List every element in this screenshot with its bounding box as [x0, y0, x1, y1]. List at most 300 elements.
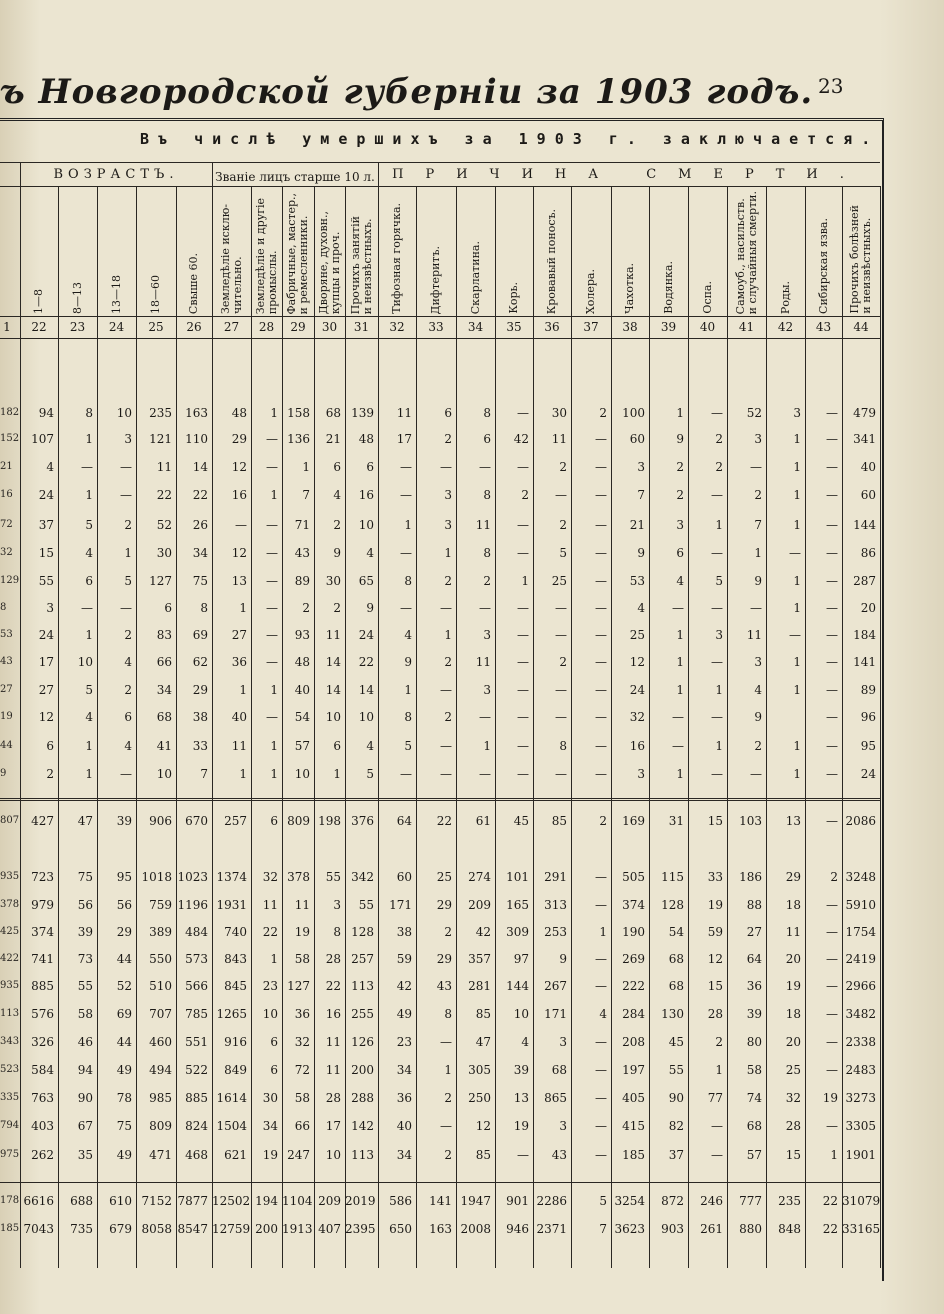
- table-cell: 1: [676, 683, 684, 697]
- table-cell: —: [555, 710, 567, 724]
- table-cell: —: [826, 1007, 838, 1021]
- table-cell: 40: [294, 683, 310, 697]
- table-cell: 55: [325, 870, 341, 884]
- table-cell: —: [400, 546, 412, 560]
- table-cell: 34: [192, 546, 208, 560]
- table-cell: 58: [746, 1063, 762, 1077]
- table-cell: —: [517, 1148, 529, 1162]
- table-cell: 2: [559, 655, 567, 669]
- table-cell: 1: [404, 518, 412, 532]
- row-edge-value: 935: [0, 980, 20, 991]
- table-cell: —: [266, 655, 278, 669]
- table-cell: 46: [77, 1035, 93, 1049]
- table-cell: 28: [707, 1007, 723, 1021]
- table-cell: —: [826, 739, 838, 753]
- table-cell: 24: [38, 628, 54, 642]
- table-cell: 5: [366, 767, 374, 781]
- table-cell: 1: [85, 739, 93, 753]
- table-cell: 39: [746, 1007, 762, 1021]
- table-cell: 19: [707, 898, 723, 912]
- table-cell: 946: [506, 1222, 529, 1236]
- table-cell: 8: [85, 406, 93, 420]
- table-cell: 250: [468, 1091, 491, 1105]
- table-cell: —: [595, 979, 607, 993]
- column-header-label: Тифозная горячка.: [390, 203, 403, 314]
- table-cell: 7152: [141, 1194, 172, 1208]
- table-rule: [0, 338, 880, 339]
- table-cell: 52: [116, 979, 132, 993]
- table-cell: 222: [622, 979, 645, 993]
- table-cell: 139: [351, 406, 374, 420]
- table-cell: —: [595, 460, 607, 474]
- table-cell: 88: [746, 898, 762, 912]
- table-cell: —: [400, 488, 412, 502]
- table-cell: 1: [302, 460, 310, 474]
- table-cell: —: [750, 460, 762, 474]
- table-cell: 75: [77, 870, 93, 884]
- table-cell: 357: [468, 952, 491, 966]
- table-cell: —: [555, 767, 567, 781]
- table-cell: 6: [333, 739, 341, 753]
- column-number: 29: [290, 320, 306, 334]
- column-header: [282, 186, 314, 314]
- table-cell: —: [266, 546, 278, 560]
- table-cell: —: [120, 488, 132, 502]
- column-number: 1: [3, 320, 11, 334]
- table-cell: 6: [46, 739, 54, 753]
- table-cell: 97: [513, 952, 529, 966]
- table-cell: —: [826, 406, 838, 420]
- table-cell: 1: [404, 683, 412, 697]
- table-cell: 1: [483, 739, 491, 753]
- table-cell: 12: [629, 655, 645, 669]
- table-cell: 85: [475, 1148, 491, 1162]
- column-header: [20, 186, 58, 314]
- table-cell: 85: [475, 1007, 491, 1021]
- column-rule: [314, 186, 315, 1268]
- table-cell: 2: [599, 406, 607, 420]
- table-cell: —: [517, 601, 529, 615]
- table-cell: 281: [468, 979, 491, 993]
- table-cell: 42: [513, 432, 529, 446]
- table-cell: 3: [793, 406, 801, 420]
- column-rule: [495, 186, 496, 1268]
- table-cell: 1931: [216, 898, 247, 912]
- table-cell: 25: [436, 870, 452, 884]
- table-cell: 2: [754, 488, 762, 502]
- table-cell: 14: [325, 655, 341, 669]
- table-cell: 885: [31, 979, 54, 993]
- table-cell: 253: [544, 925, 567, 939]
- row-edge-value: 807: [0, 815, 20, 826]
- table-cell: 58: [77, 1007, 93, 1021]
- table-cell: 8547: [177, 1222, 208, 1236]
- column-number: 40: [699, 320, 716, 334]
- table-cell: 49: [116, 1063, 132, 1077]
- table-cell: —: [826, 1063, 838, 1077]
- table-cell: 4: [124, 655, 132, 669]
- table-cell: 707: [149, 1007, 172, 1021]
- table-cell: 5: [85, 683, 93, 697]
- column-header-label: Свыше 60.: [187, 252, 200, 314]
- table-cell: —: [517, 406, 529, 420]
- table-cell: 24: [38, 488, 54, 502]
- table-cell: 13: [513, 1091, 529, 1105]
- column-number: 23: [69, 320, 86, 334]
- table-cell: 510: [149, 979, 172, 993]
- table-cell: 785: [185, 1007, 208, 1021]
- table-cell: 1: [85, 432, 93, 446]
- table-cell: 1504: [216, 1119, 247, 1133]
- table-cell: —: [517, 460, 529, 474]
- table-cell: —: [440, 767, 452, 781]
- table-cell: 113: [351, 979, 374, 993]
- row-edge-value: 21: [0, 461, 13, 472]
- table-cell: 23: [396, 1035, 412, 1049]
- table-cell: —: [479, 710, 491, 724]
- column-number: 28: [258, 320, 275, 334]
- table-cell: 809: [149, 1119, 172, 1133]
- table-cell: 1: [239, 601, 247, 615]
- table-cell: 1: [676, 406, 684, 420]
- table-cell: 22: [262, 925, 278, 939]
- table-cell: 274: [468, 870, 491, 884]
- table-cell: 3: [637, 460, 645, 474]
- column-rule: [880, 186, 881, 1268]
- table-cell: 17: [325, 1119, 341, 1133]
- table-cell: 53: [629, 574, 645, 588]
- table-cell: 25: [785, 1063, 801, 1077]
- table-cell: 49: [116, 1148, 132, 1162]
- row-edge-value: 182: [0, 407, 20, 418]
- page-number: 23: [818, 74, 844, 98]
- table-cell: 1: [676, 767, 684, 781]
- table-cell: 5: [599, 1194, 607, 1208]
- column-number: 32: [389, 320, 405, 334]
- table-cell: 2: [830, 870, 838, 884]
- table-cell: 7877: [177, 1194, 208, 1208]
- table-cell: 848: [778, 1222, 801, 1236]
- table-cell: 144: [853, 518, 876, 532]
- table-cell: 15: [785, 1148, 801, 1162]
- table-cell: —: [555, 683, 567, 697]
- row-edge-value: 422: [0, 953, 20, 964]
- table-cell: 610: [109, 1194, 132, 1208]
- table-cell: 1: [793, 488, 801, 502]
- table-cell: —: [826, 518, 838, 532]
- table-cell: 22: [192, 488, 208, 502]
- table-cell: 38: [396, 925, 412, 939]
- table-cell: 44: [116, 1035, 132, 1049]
- table-cell: 6: [366, 460, 374, 474]
- table-cell: —: [826, 1035, 838, 1049]
- table-cell: 10: [358, 710, 374, 724]
- table-cell: —: [826, 952, 838, 966]
- table-cell: 2: [444, 432, 452, 446]
- table-cell: —: [440, 1035, 452, 1049]
- table-cell: —: [440, 1119, 452, 1133]
- table-cell: 843: [224, 952, 247, 966]
- table-cell: 4: [46, 460, 54, 474]
- table-cell: 68: [668, 952, 684, 966]
- table-cell: 19: [822, 1091, 838, 1105]
- column-header-label: 13—18: [109, 275, 123, 314]
- table-cell: 6: [164, 601, 172, 615]
- table-cell: 66: [156, 655, 172, 669]
- table-cell: 107: [31, 432, 54, 446]
- table-cell: 1947: [460, 1194, 491, 1208]
- table-cell: 68: [668, 979, 684, 993]
- table-cell: 9: [637, 546, 645, 560]
- table-cell: 2: [483, 574, 491, 588]
- column-header-label: Земледѣліе и другіе промыслы.: [253, 197, 279, 314]
- table-cell: 56: [77, 898, 93, 912]
- column-header: [251, 186, 282, 314]
- table-cell: 34: [396, 1063, 412, 1077]
- table-cell: 69: [116, 1007, 132, 1021]
- column-header: [727, 186, 766, 314]
- table-cell: 15: [38, 546, 54, 560]
- table-cell: 4: [366, 739, 374, 753]
- table-cell: 6: [483, 432, 491, 446]
- table-cell: 60: [396, 870, 412, 884]
- table-cell: 2: [444, 574, 452, 588]
- table-cell: 29: [116, 925, 132, 939]
- table-cell: —: [595, 1148, 607, 1162]
- column-header: [842, 186, 880, 314]
- table-cell: 5: [404, 739, 412, 753]
- table-cell: 5: [124, 574, 132, 588]
- table-cell: 40: [231, 710, 247, 724]
- table-cell: 1754: [845, 925, 876, 939]
- table-cell: 2: [333, 518, 341, 532]
- table-cell: 1: [333, 767, 341, 781]
- table-cell: 34: [156, 683, 172, 697]
- table-cell: 906: [149, 814, 172, 828]
- table-cell: 28: [325, 1091, 341, 1105]
- table-cell: —: [826, 767, 838, 781]
- table-cell: 58: [294, 952, 310, 966]
- column-rule: [571, 186, 572, 1268]
- table-cell: 31: [668, 814, 684, 828]
- row-edge-value: 8: [0, 602, 7, 613]
- table-rule: [0, 798, 880, 799]
- table-cell: —: [440, 683, 452, 697]
- table-cell: 39: [116, 814, 132, 828]
- table-cell: 2371: [536, 1222, 567, 1236]
- table-cell: —: [266, 628, 278, 642]
- table-cell: —: [595, 518, 607, 532]
- table-cell: 89: [860, 683, 876, 697]
- column-header: [766, 186, 805, 314]
- table-cell: 198: [318, 814, 341, 828]
- table-cell: 341: [853, 432, 876, 446]
- column-rule: [727, 186, 728, 1268]
- table-cell: 82: [668, 1119, 684, 1133]
- table-cell: 136: [287, 432, 310, 446]
- column-number: 42: [777, 320, 794, 334]
- table-cell: 47: [77, 814, 93, 828]
- table-cell: 11: [475, 518, 491, 532]
- table-cell: 43: [436, 979, 452, 993]
- table-cell: —: [400, 460, 412, 474]
- column-header: [416, 186, 456, 314]
- table-cell: 36: [294, 1007, 310, 1021]
- column-rule: [416, 186, 417, 1268]
- table-cell: 11: [231, 739, 247, 753]
- table-cell: 1: [270, 488, 278, 502]
- table-cell: 7: [754, 518, 762, 532]
- table-cell: 9: [366, 601, 374, 615]
- table-cell: 246: [700, 1194, 723, 1208]
- table-cell: 19: [513, 1119, 529, 1133]
- table-cell: 2: [46, 767, 54, 781]
- row-edge-value: 43: [0, 656, 13, 667]
- table-cell: —: [120, 767, 132, 781]
- table-cell: —: [711, 488, 723, 502]
- table-cell: 64: [396, 814, 412, 828]
- table-cell: 60: [860, 488, 876, 502]
- table-cell: —: [266, 432, 278, 446]
- table-cell: 11: [325, 1035, 341, 1049]
- row-edge-value: 16: [0, 489, 13, 500]
- table-cell: —: [826, 925, 838, 939]
- row-edge-value: 378: [0, 899, 20, 910]
- table-cell: —: [266, 574, 278, 588]
- table-cell: 113: [351, 1148, 374, 1162]
- table-cell: 2: [559, 518, 567, 532]
- table-cell: 566: [185, 979, 208, 993]
- table-cell: 2086: [845, 814, 876, 828]
- table-cell: 1023: [177, 870, 208, 884]
- table-cell: 20: [785, 952, 801, 966]
- table-cell: 3: [715, 628, 723, 642]
- table-cell: —: [826, 488, 838, 502]
- column-header: [97, 186, 136, 314]
- table-cell: 200: [255, 1222, 278, 1236]
- column-number: 43: [815, 320, 832, 334]
- table-cell: 903: [661, 1222, 684, 1236]
- column-number: 39: [660, 320, 677, 334]
- table-cell: 8: [483, 546, 491, 560]
- column-rule: [456, 186, 457, 1268]
- table-cell: 30: [325, 574, 341, 588]
- table-cell: 33: [192, 739, 208, 753]
- column-header-label: Сибирская язва.: [816, 218, 830, 314]
- column-header-label: Чахотка.: [623, 263, 636, 314]
- table-rule: [0, 800, 880, 801]
- table-cell: 3: [754, 655, 762, 669]
- row-edge-value: 335: [0, 1092, 20, 1103]
- table-cell: 2: [599, 814, 607, 828]
- table-cell: —: [81, 460, 93, 474]
- table-cell: 7: [302, 488, 310, 502]
- column-rule: [345, 186, 346, 1268]
- table-cell: —: [266, 460, 278, 474]
- table-cell: —: [555, 628, 567, 642]
- table-cell: 11: [475, 655, 491, 669]
- table-cell: 845: [224, 979, 247, 993]
- table-cell: 12: [231, 546, 247, 560]
- table-cell: 12: [475, 1119, 491, 1133]
- table-cell: —: [826, 628, 838, 642]
- table-cell: 460: [149, 1035, 172, 1049]
- table-cell: 126: [351, 1035, 374, 1049]
- column-header-label: Корь.: [507, 282, 520, 314]
- table-cell: 10: [156, 767, 172, 781]
- table-cell: —: [266, 710, 278, 724]
- table-cell: 291: [544, 870, 567, 884]
- table-cell: 8: [404, 574, 412, 588]
- table-cell: 4: [124, 739, 132, 753]
- table-cell: 1: [793, 518, 801, 532]
- table-cell: 73: [77, 952, 93, 966]
- table-cell: —: [517, 683, 529, 697]
- table-cell: 40: [860, 460, 876, 474]
- table-cell: 30: [551, 406, 567, 420]
- table-cell: 11: [785, 925, 801, 939]
- table-cell: 194: [255, 1194, 278, 1208]
- group-header: ПРИЧИНА СМЕРТИ.: [392, 167, 866, 182]
- table-cell: 171: [389, 898, 412, 912]
- row-edge-value: 425: [0, 926, 20, 937]
- table-cell: 12: [38, 710, 54, 724]
- row-edge-value: 152: [0, 433, 20, 444]
- table-cell: —: [595, 655, 607, 669]
- table-cell: —: [595, 601, 607, 615]
- table-cell: 43: [294, 546, 310, 560]
- table-cell: —: [595, 767, 607, 781]
- table-cell: 2: [676, 460, 684, 474]
- table-cell: 6: [444, 406, 452, 420]
- table-cell: 12: [231, 460, 247, 474]
- table-cell: 55: [77, 979, 93, 993]
- column-header-label: Самоуб., насильств. и случайныя смерти.: [733, 190, 759, 314]
- table-cell: 55: [38, 574, 54, 588]
- table-cell: 101: [506, 870, 529, 884]
- table-cell: 809: [287, 814, 310, 828]
- table-cell: 2: [333, 601, 341, 615]
- table-cell: 186: [739, 870, 762, 884]
- table-cell: —: [595, 628, 607, 642]
- table-cell: 130: [661, 1007, 684, 1021]
- table-cell: 32: [294, 1035, 310, 1049]
- table-cell: 255: [351, 1007, 374, 1021]
- table-cell: 6: [124, 710, 132, 724]
- table-cell: 2483: [845, 1063, 876, 1077]
- table-cell: 86: [860, 546, 876, 560]
- table-cell: —: [711, 710, 723, 724]
- table-cell: 1: [793, 767, 801, 781]
- column-rule: [176, 186, 177, 1268]
- table-cell: 128: [661, 898, 684, 912]
- table-cell: 1: [270, 406, 278, 420]
- table-cell: 3: [444, 488, 452, 502]
- column-rule: [649, 186, 650, 1268]
- table-cell: 1: [270, 683, 278, 697]
- column-header-label: Водянка.: [661, 261, 675, 314]
- table-cell: 11: [746, 628, 762, 642]
- table-cell: 142: [351, 1119, 374, 1133]
- table-cell: —: [479, 767, 491, 781]
- table-cell: 169: [622, 814, 645, 828]
- table-cell: 5: [715, 574, 723, 588]
- table-cell: 48: [231, 406, 247, 420]
- column-number: 22: [31, 320, 47, 334]
- column-header-label: Роды.: [778, 280, 792, 314]
- table-cell: 550: [149, 952, 172, 966]
- table-cell: 28: [325, 952, 341, 966]
